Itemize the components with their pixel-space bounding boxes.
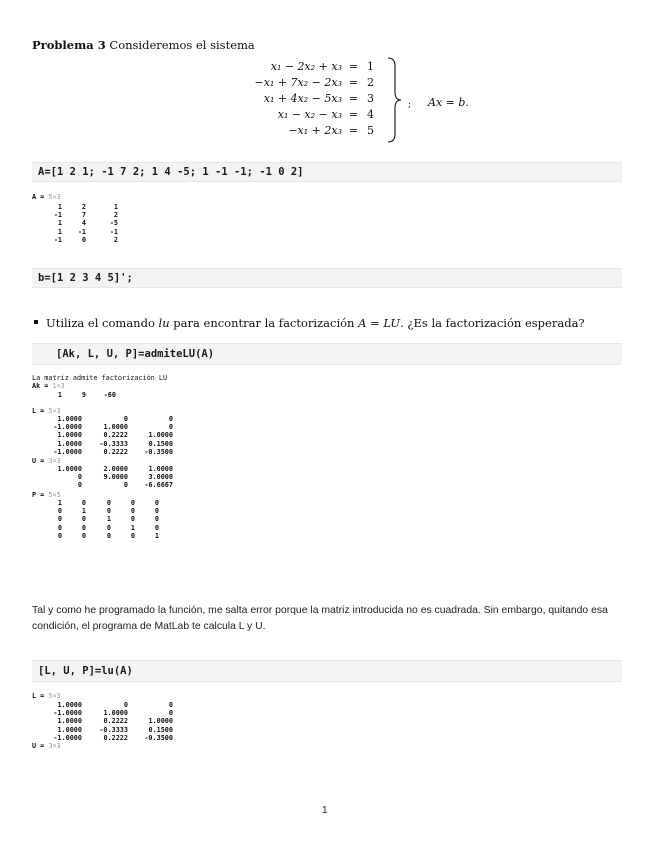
- matrix-cell: -5: [109, 219, 118, 228]
- equation-sign: =: [348, 76, 358, 89]
- matrix-cell: 1: [57, 219, 62, 228]
- matrix-cell: 1: [57, 499, 62, 507]
- matrix-cell: 2: [113, 235, 118, 244]
- matrix-cell: 1.0000: [57, 415, 82, 423]
- bullet-instruction: [34, 316, 585, 330]
- equation-rhs: 4: [367, 108, 374, 121]
- code-cell-a[interactable]: [32, 162, 622, 182]
- matrix-cell: 1: [106, 515, 111, 524]
- matrix-cell: 0: [106, 499, 111, 507]
- matrix-cell: -1.0000: [53, 709, 82, 718]
- equation-row: [220, 124, 380, 138]
- equation-lhs: −x₁ + 2x₃: [288, 124, 342, 137]
- compact-form: [408, 96, 469, 110]
- matrix-cell: 3.0000: [148, 473, 173, 482]
- bullet-pre: Utiliza el comando: [46, 316, 155, 330]
- matrix-cell: 2: [113, 211, 118, 220]
- matrix-cell: 0.1500: [148, 439, 173, 448]
- equation-sign: =: [348, 124, 358, 137]
- matrix-cell: 0.2222: [103, 733, 128, 742]
- output-a-header: [32, 193, 332, 201]
- var-label: L =: [32, 407, 45, 415]
- var-label: U =: [32, 742, 45, 750]
- equation-sign: =: [348, 60, 358, 73]
- bullet-equation: A = LU: [358, 316, 401, 330]
- matrix-cell: 1: [154, 531, 159, 540]
- matrix-cell: -1.0000: [53, 733, 82, 742]
- output-lu: [32, 692, 332, 782]
- output-admite: [32, 374, 332, 596]
- matrix-cell: 0: [123, 701, 128, 709]
- matrix-cell: 0: [77, 481, 82, 490]
- matrix-cell: 1.0000: [57, 725, 82, 734]
- matrix-cell: -0.3500: [144, 733, 173, 742]
- matrix-cell: 1.0000: [57, 439, 82, 448]
- matrix-cell: 1: [113, 203, 118, 211]
- matrix-cell: 1.0000: [57, 465, 82, 473]
- equation-lhs: x₁ + 4x₂ − 5x₃: [263, 92, 342, 105]
- matrix-cell: 1: [130, 523, 135, 532]
- size-label: 5×5: [48, 491, 61, 499]
- matrix-cell: 1: [57, 391, 62, 399]
- matrix-cell: -6.6667: [144, 481, 173, 490]
- matrix-cell: 0: [77, 473, 82, 482]
- matrix-cell: -1: [53, 211, 62, 220]
- matrix-cell: 1.0000: [148, 717, 173, 726]
- matrix-cell: 0: [130, 499, 135, 507]
- size-label: 1×3: [52, 382, 65, 391]
- output-l2-header: [32, 692, 332, 700]
- matrix-cell: 0: [154, 499, 159, 507]
- matrix-cell: 1.0000: [57, 701, 82, 709]
- code-admite[interactable]: [Ak, L, U, P]=admiteLU(A): [56, 348, 215, 360]
- matrix-cell: 0.1500: [148, 725, 173, 734]
- size-label: 5×3: [48, 692, 61, 700]
- equation-lhs: x₁ − 2x₂ + x₃: [270, 60, 342, 73]
- matrix-cell: 1.0000: [148, 465, 173, 473]
- matrix-cell: 0: [106, 523, 111, 532]
- matrix-cell: 0: [81, 235, 86, 244]
- matrix-cell: -1.0000: [53, 447, 82, 456]
- matrix-cell: 0: [81, 523, 86, 532]
- equation-row: [220, 60, 380, 74]
- matrix-cell: 0: [106, 531, 111, 540]
- matrix-cell: 7: [81, 211, 86, 220]
- var-label: A =: [32, 193, 45, 201]
- output-u2-header: [32, 742, 61, 750]
- matrix-cell: 1: [57, 203, 62, 211]
- matrix-cell: 0: [81, 531, 86, 540]
- equation-lhs: −x₁ + 7x₂ − 2x₃: [254, 76, 342, 89]
- matrix-cell: 0: [57, 523, 62, 532]
- var-label: Ak =: [32, 382, 49, 391]
- matrix-cell: 0: [123, 415, 128, 423]
- size-label: 3×3: [48, 742, 61, 750]
- equation-row: [220, 76, 380, 90]
- equation-rhs: 2: [367, 76, 374, 89]
- matrix-cell: -1.0000: [53, 423, 82, 432]
- matrix-cell: 1: [57, 227, 62, 236]
- problem-label: Problema 3: [32, 38, 106, 52]
- matrix-cell: 2: [81, 203, 86, 211]
- var-label: U =: [32, 457, 45, 465]
- matrix-cell: 0: [168, 701, 173, 709]
- compact-equation: Ax = b.: [428, 96, 469, 109]
- equation-row: [220, 108, 380, 122]
- equation-sign: =: [348, 92, 358, 105]
- output-p-header: [32, 491, 61, 499]
- output-ak-header: [32, 382, 332, 390]
- equation-row: [220, 92, 380, 106]
- output-a: [32, 193, 332, 263]
- matrix-cell: 0: [106, 507, 111, 516]
- matrix-cell: 0: [130, 507, 135, 516]
- matrix-cell: 0: [81, 499, 86, 507]
- matrix-cell: 0: [154, 523, 159, 532]
- equation-sign: =: [348, 108, 358, 121]
- matrix-cell: -1: [53, 235, 62, 244]
- matrix-cell: 0: [57, 507, 62, 516]
- bullet-command: lu: [158, 316, 170, 330]
- code-b-definition[interactable]: b=[1 2 3 4 5]';: [38, 272, 133, 284]
- matrix-cell: 0: [154, 507, 159, 516]
- system-separator: ;: [408, 100, 412, 110]
- matrix-cell: 0: [123, 481, 128, 490]
- matrix-cell: 0: [130, 515, 135, 524]
- matrix-cell: -60: [103, 391, 116, 399]
- matrix-cell: -0.3333: [99, 439, 128, 448]
- right-brace-icon: [386, 56, 404, 144]
- equation-rhs: 5: [367, 124, 374, 137]
- code-cell-b[interactable]: [32, 268, 622, 288]
- equation-lhs: x₁ − x₂ − x₃: [277, 108, 342, 121]
- size-label: 5×3: [48, 407, 61, 415]
- matrix-cell: 0: [168, 709, 173, 718]
- code-cell-admite[interactable]: [32, 343, 622, 365]
- equation-system: [220, 60, 520, 144]
- matrix-cell: 9.0000: [103, 473, 128, 482]
- bullet-mid: para encontrar la factorización: [173, 316, 355, 330]
- matrix-cell: 1.0000: [57, 717, 82, 726]
- matrix-cell: 1.0000: [103, 709, 128, 718]
- matrix-cell: 0: [57, 531, 62, 540]
- matrix-cell: 9: [81, 391, 86, 399]
- matrix-cell: -0.3500: [144, 447, 173, 456]
- output-u-header: [32, 457, 61, 465]
- matrix-cell: -1: [109, 227, 118, 236]
- explanation-paragraph: Tal y como he programado la función, me salta error porque la matriz introducida no es cuadrada. Sin embargo, quitando esa condición, el programa de MatLab te calcula L y U.: [32, 605, 608, 632]
- matrix-cell: -0.3333: [99, 725, 128, 734]
- problem-intro: Consideremos el sistema: [109, 38, 255, 52]
- output-l-header: [32, 407, 61, 415]
- size-label: 5×3: [48, 193, 61, 201]
- matrix-cell: 0.2222: [103, 431, 128, 440]
- matrix-cell: 1.0000: [57, 431, 82, 440]
- problem-heading: [32, 38, 255, 52]
- equation-rhs: 1: [367, 60, 374, 73]
- matrix-cell: 0: [168, 415, 173, 423]
- bullet-post: . ¿Es la factorización esperada?: [400, 316, 585, 330]
- bullet-icon: [34, 320, 38, 324]
- page-number: 1: [322, 805, 328, 816]
- equation-rhs: 3: [367, 92, 374, 105]
- var-label: L =: [32, 692, 45, 700]
- code-lu[interactable]: [L, U, P]=lu(A): [38, 665, 133, 677]
- matrix-cell: 0: [57, 515, 62, 524]
- matrix-cell: 0: [154, 515, 159, 524]
- var-label: P =: [32, 491, 45, 499]
- matrix-cell: 4: [81, 219, 86, 228]
- matrix-cell: -1: [77, 227, 86, 236]
- matrix-cell: 1.0000: [148, 431, 173, 440]
- matrix-cell: 1.0000: [103, 423, 128, 432]
- matrix-cell: 2.0000: [103, 465, 128, 473]
- matrix-cell: 1: [81, 507, 86, 516]
- code-a-definition[interactable]: A=[1 2 1; -1 7 2; 1 4 -5; 1 -1 -1; -1 0 2]: [38, 166, 304, 178]
- matrix-cell: 0: [81, 515, 86, 524]
- matrix-cell: 0.2222: [103, 717, 128, 726]
- size-label: 3×3: [48, 457, 61, 465]
- code-cell-lu[interactable]: [32, 660, 622, 682]
- output-message: La matriz admite factorización LU: [32, 374, 168, 382]
- matrix-cell: 0: [168, 423, 173, 432]
- matrix-cell: 0.2222: [103, 447, 128, 456]
- matrix-cell: 0: [130, 531, 135, 540]
